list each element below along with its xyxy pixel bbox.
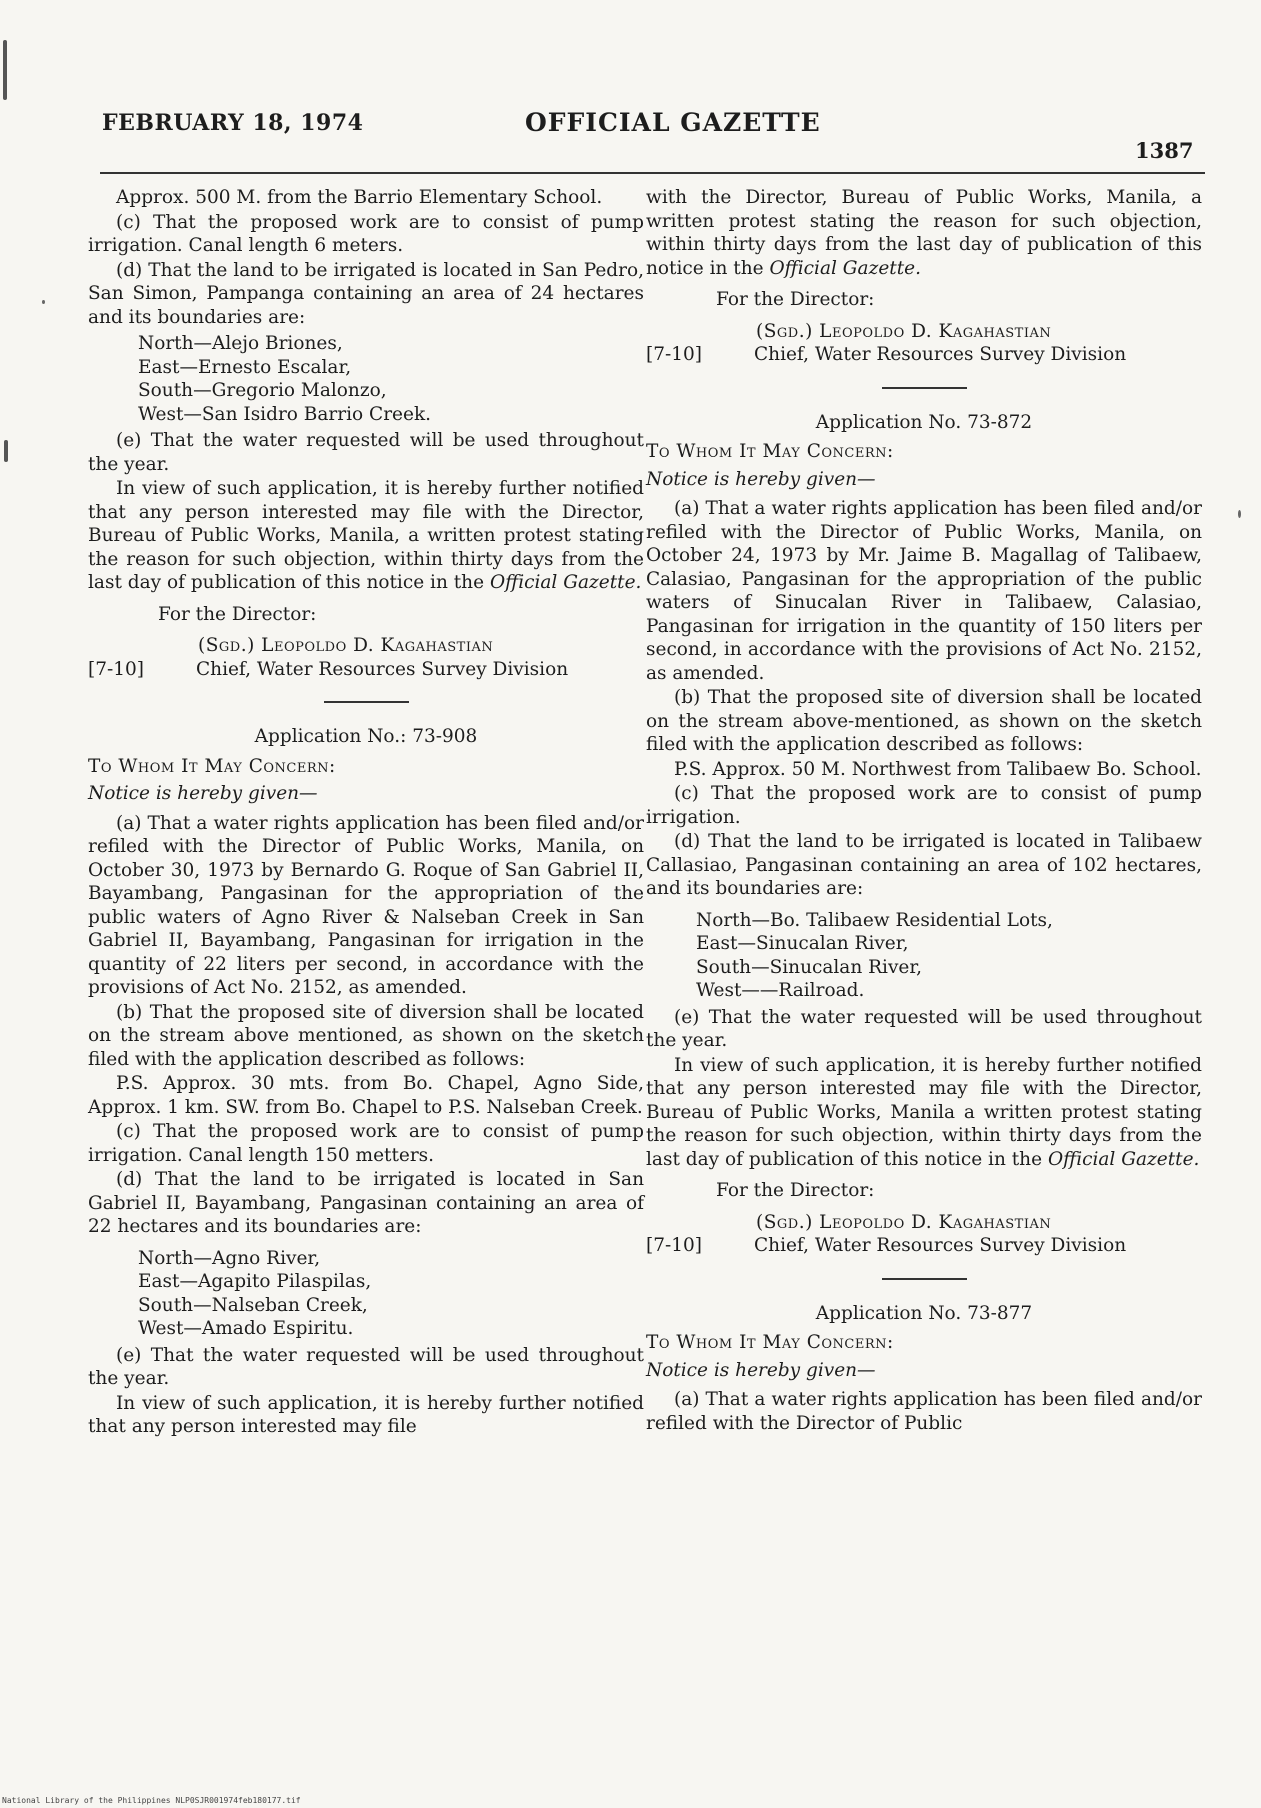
paragraph-text: In view of such application, it is hereby further notified that any person interested may file with the Director, Bureau of Public Works, Manila a written protest stating the reason for such objection, within thirty days from the last day of publication of this notice in the <box>646 1054 1202 1170</box>
paragraph: (c) That the proposed work are to consist of pump irrigation. <box>646 783 1202 828</box>
scan-mark <box>1238 510 1241 518</box>
paragraph: (b) That the proposed site of diversion shall be located on the stream above mentioned, as shown on the sketch filed with the application described as follows: <box>88 1001 644 1070</box>
for-director: For the Director: <box>716 1180 875 1201</box>
paragraph: In view of such application, it is hereby further notified that any person interested may file <box>88 1392 644 1437</box>
signature-block <box>646 288 1202 367</box>
paragraph: (b) That the proposed site of diversion shall be located on the stream above-mentioned, as shown on the sketch filed with the application described as follows: <box>646 687 1202 755</box>
issue-ref: [7-10] <box>646 1235 702 1256</box>
paragraph: (c) That the proposed work are to consist of pump irrigation. Canal length 6 meters. <box>88 211 644 256</box>
list-item: North—Alejo Briones, <box>138 333 343 354</box>
signature-block <box>88 603 644 682</box>
boundaries-list <box>88 332 644 426</box>
issue-date: FEBRUARY 18, 1974 <box>102 110 364 136</box>
signatory: (Sgd.) Leopoldo D. Kagahastian <box>198 635 494 656</box>
signatory-title: Chief, Water Resources Survey Division <box>196 658 569 680</box>
list-item: East—Agapito Pilaspilas, <box>138 1271 372 1292</box>
boundaries-list <box>646 909 1202 1003</box>
list-item: West—Amado Espiritu. <box>138 1318 354 1339</box>
left-column <box>88 186 644 1440</box>
signatory: (Sgd.) Leopoldo D. Kagahastian <box>756 1211 1052 1233</box>
scan-mark <box>42 300 45 304</box>
for-director: For the Director: <box>158 603 317 625</box>
paragraph: (e) That the water requested will be used throughout the year. <box>646 1006 1202 1051</box>
paragraph: (c) That the proposed work are to consist of pump irrigation. Canal length 150 metters. <box>88 1121 644 1166</box>
list-item: North—Agno River, <box>138 1247 321 1269</box>
signature-block <box>646 1179 1202 1258</box>
paragraph: (e) That the water requested will be used throughout the year. <box>88 1344 644 1389</box>
right-column <box>646 186 1202 1436</box>
for-director: For the Director: <box>716 289 875 310</box>
page-header <box>100 108 1200 163</box>
notice-line: Notice is hereby given— <box>88 783 318 804</box>
salutation: To Whom It May Concern: <box>646 441 894 462</box>
scan-mark <box>3 40 7 100</box>
paragraph: (a) That a water rights application has been filed and/or refiled with the Director of Public Works, Manila, on October 30, 1973 by Bernardo G. Roque of San Gabriel II, Bayambang, Pangasinan for the appropriation of the public waters of Agno River & Nalseban Creek in San Gabriel II, Bayambang, Pangasinan for irrigation in the quantity of 22 liters per second, in accordance with the provisions of Act No. 2152, as amended. <box>88 812 644 998</box>
paragraph-text: In view of such application, it is hereby further notified that any person interested may file with the Director, Bureau of Public Works, Manila, a written protest stating the reason for such objection, within thirty days from the last day of publication of this notice in the <box>88 478 644 593</box>
signatory: (Sgd.) Leopoldo D. Kagahastian <box>756 320 1052 342</box>
paragraph-text: with the Director, Bureau of Public Works, Manila, a written protest stating the reason for such objection, within thirty days from the last day of publication of this notice in the <box>646 187 1202 279</box>
list-item: East—Ernesto Escalar, <box>138 356 352 378</box>
list-item: North—Bo. Talibaew Residential Lots, <box>696 909 1053 931</box>
application-title: Application No. 73-877 <box>815 1302 1033 1324</box>
issue-ref: [7-10] <box>646 344 702 365</box>
gazette-name: Official Gazette. <box>1047 1148 1200 1170</box>
paragraph: Approx. 500 M. from the Barrio Elementary School. <box>116 187 603 208</box>
salutation: To Whom It May Concern: <box>646 1332 894 1353</box>
paragraph: (d) That the land to be irrigated is located in San Gabriel II, Bayambang, Pangasinan containing an area of 22 hectares and its boundaries are: <box>88 1169 644 1237</box>
list-item: West—San Isidro Barrio Creek. <box>138 403 432 425</box>
list-item: West——Railroad. <box>696 980 865 1001</box>
boundaries-list <box>88 1247 644 1341</box>
paragraph <box>646 1054 1202 1172</box>
page-number: 1387 <box>1135 138 1194 163</box>
list-item: South—Gregorio Malonzo, <box>138 380 387 401</box>
list-item: South—Sinucalan River, <box>696 956 923 978</box>
signatory-title: Chief, Water Resources Survey Division <box>754 1235 1127 1256</box>
signatory-title-row <box>646 343 1202 367</box>
paragraph <box>646 186 1202 280</box>
paragraph: (a) That a water rights application has been filed and/or refiled with the Director of Public <box>646 1389 1202 1434</box>
paragraph: P.S. Approx. 30 mts. from Bo. Chapel, Agno Side, Approx. 1 km. SW. from Bo. Chapel to P.S. Nalseban Creek. <box>88 1073 644 1118</box>
scan-mark <box>4 440 8 462</box>
signatory-title-row <box>646 1234 1202 1258</box>
notice-line: Notice is hereby given— <box>646 468 876 490</box>
application-title: Application No.: 73-908 <box>254 726 478 747</box>
application-title: Application No. 73-872 <box>815 411 1033 433</box>
paragraph <box>88 477 644 595</box>
paragraph: (d) That the land to be irrigated is located in San Pedro, San Simon, Pampanga containing an area of 24 hectares and its boundaries are: <box>88 259 644 328</box>
publication-title: OFFICIAL GAZETTE <box>525 108 821 137</box>
gazette-name: Official Gazette. <box>489 572 642 593</box>
section-divider <box>882 1278 967 1280</box>
paragraph: P.S. Approx. 50 M. Northwest from Talibaew Bo. School. <box>674 758 1202 780</box>
paragraph: (a) That a water rights application has been filed and/or refiled with the Director of Public Works, Manila, on October 24, 1973 by Mr. Jaime B. Magallag of Talibaew, Calasiao, Pangasinan for the appropriation of the public waters of Sinucalan River in Talibaew, Calasiao, Pangasinan for irrigation in the quantity of 150 liters per second, in accordance with the provisions of Act No. 2152, as amended. <box>646 498 1202 684</box>
list-item: East—Sinucalan River, <box>696 933 909 954</box>
signatory-title: Chief, Water Resources Survey Division <box>754 344 1127 365</box>
scan-footer: National Library of the Philippines NLP0SJR001974feb180177.tif <box>2 1796 301 1805</box>
paragraph: (e) That the water requested will be used throughout the year. <box>88 430 644 475</box>
header-rule <box>100 172 1205 174</box>
notice-line: Notice is hereby given— <box>646 1359 876 1381</box>
issue-ref: [7-10] <box>88 658 144 680</box>
list-item: South—Nalseban Creek, <box>138 1294 368 1316</box>
gazette-name: Official Gazette. <box>769 257 921 279</box>
section-divider <box>882 387 967 389</box>
signatory-title-row <box>88 658 644 682</box>
section-divider <box>324 701 409 703</box>
paragraph: (d) That the land to be irrigated is located in Talibaew Callasiao, Pangasinan containing an area of 102 hectares, and its boundaries are: <box>646 831 1202 899</box>
salutation: To Whom It May Concern: <box>88 755 336 777</box>
